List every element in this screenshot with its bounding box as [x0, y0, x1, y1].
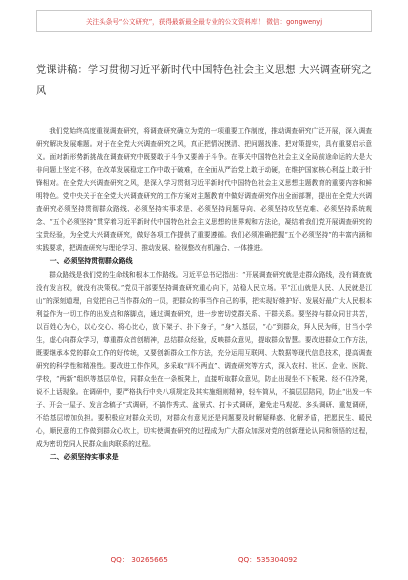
qq-contact: QQ： 30265665 — [110, 555, 168, 564]
document-title: 党课讲稿：学习贯彻习近平新时代中国特色社会主义思想 大兴调查研究之风 — [36, 65, 372, 97]
section-heading-1: 一、必须坚持贯彻群众路线 — [49, 257, 133, 266]
intro-paragraph: 我们党始终高度重视调查研究，将调查研究确立为党的一项重要工作制度，推动调查研究广泛开展，深入调查研究解决发展难题。对于在全党大兴调查研究之风，真正把情况摸清、把问题找准、把对策提实，具有重要启示意义。面对新形势新挑战在调查研究中既要敢于斗争又要善于斗争。在事关中国特色社会主义全局前途命运的大是大非问题上坚定不移，在改革发展稳定工作中敢于破难，在全面从严治党上敢于动硬，在维护国家核心利益上敢于针锋相对。在全党大兴调查研究之风，是深入学习贯彻习近平新时代中国特色社会主义思想主题教育的重要内容和鲜明特色。党中央关于在全党大兴调查研究的工作方案对主题教育中做好调查研究作出全面部署，提出在全党大兴调查研究必须坚持贯彻群众路线、必须坚持实事求是、必须坚持问题导向、必须坚持攻坚克难、必须坚持系统观念、“五个必须坚持”贯穿着习近平新时代中国特色社会主义思想的世界观和方法论，凝结着我们党开展调查研究的宝贵经验，为全党大兴调查研究，做好各项工作提供了重要遵循。我们必须准确把握“五个必须坚持”的丰富内涵和实践要求，把调查研究与理论学习、推动发展、检视整改有机融合、一体推进。 — [36, 127, 372, 253]
document-body — [36, 125, 372, 464]
section-1-paragraph: 群众路线是我们党的生命线和根本工作路线。习近平总书记指出：“开展调查研究就是走群众路线，没有调查就没有发言权，就没有决策权。”党员干部要坚持调查研究重心向下，站稳人民立场。平“江山就是人民、人民就是江山”的深刻道理，自觉把自己当作群众的一员，把群众的事当作自己的事，把实现好维护好、发展好最广大人民根本利益作为一切工作的出发点和落脚点，通过调查研究，进一步密切党群关系、干群关系。要坚持与群众同甘共苦，以百姓心为心，以心交心、将心比心，放下架子、扑下身子，“身”入基层，“心”到群众，拜人民为师，甘当小学生，虚心向群众学习，尊重群众首创精神，总结群众经验，反映群众意见，提取群众智慧。要改进群众工作方法，既要继承本党的群众工作的好传统，又要创新群众工作方法，充分运用互联网、大数据等现代信息技术，提高调查研究的科学性和精准性。要改进工作作风，多采取“四不两直”、调查研究等方式，深入农村、社区、企业、医院、学校，“两新”组织等基层单位，同群众坐在一条板凳上，直接听取群众意见，防止出现坐不下板凳、经不住冷凳，说不上话现象。在调研中，要严格执行中央八项规定及其实施细则精神，轻车简从，不搞层层陪同，防止“出发一车子、开会一屋子、发言念稿子”式调研，不搞作秀式、盆景式、打卡式调研，避免走马观花、多头调研、重复调研，不给基层增加负担。要积极应对群众关切，对群众有意见还是问题要及时解疑释惑、化解矛盾，把愿民生、暖民心，顺民意的工作做到群众心坎上，切实使调查研究的过程成为广大群众加深对党的创新理论认同和领悟的过程，成为密切党同人民群众血肉联系的过程。 — [36, 270, 372, 449]
qq-group-contact: QQ：535304092 — [237, 555, 298, 564]
contact-footer — [0, 555, 408, 571]
promo-banner — [36, 10, 372, 32]
section-heading-2: 二、必须坚持实事求是 — [49, 453, 119, 462]
promo-banner-text: 关注头条号“公文研究”，获得最新最全最专业的公文资料库！ 微信：gongwenyj — [85, 18, 323, 26]
